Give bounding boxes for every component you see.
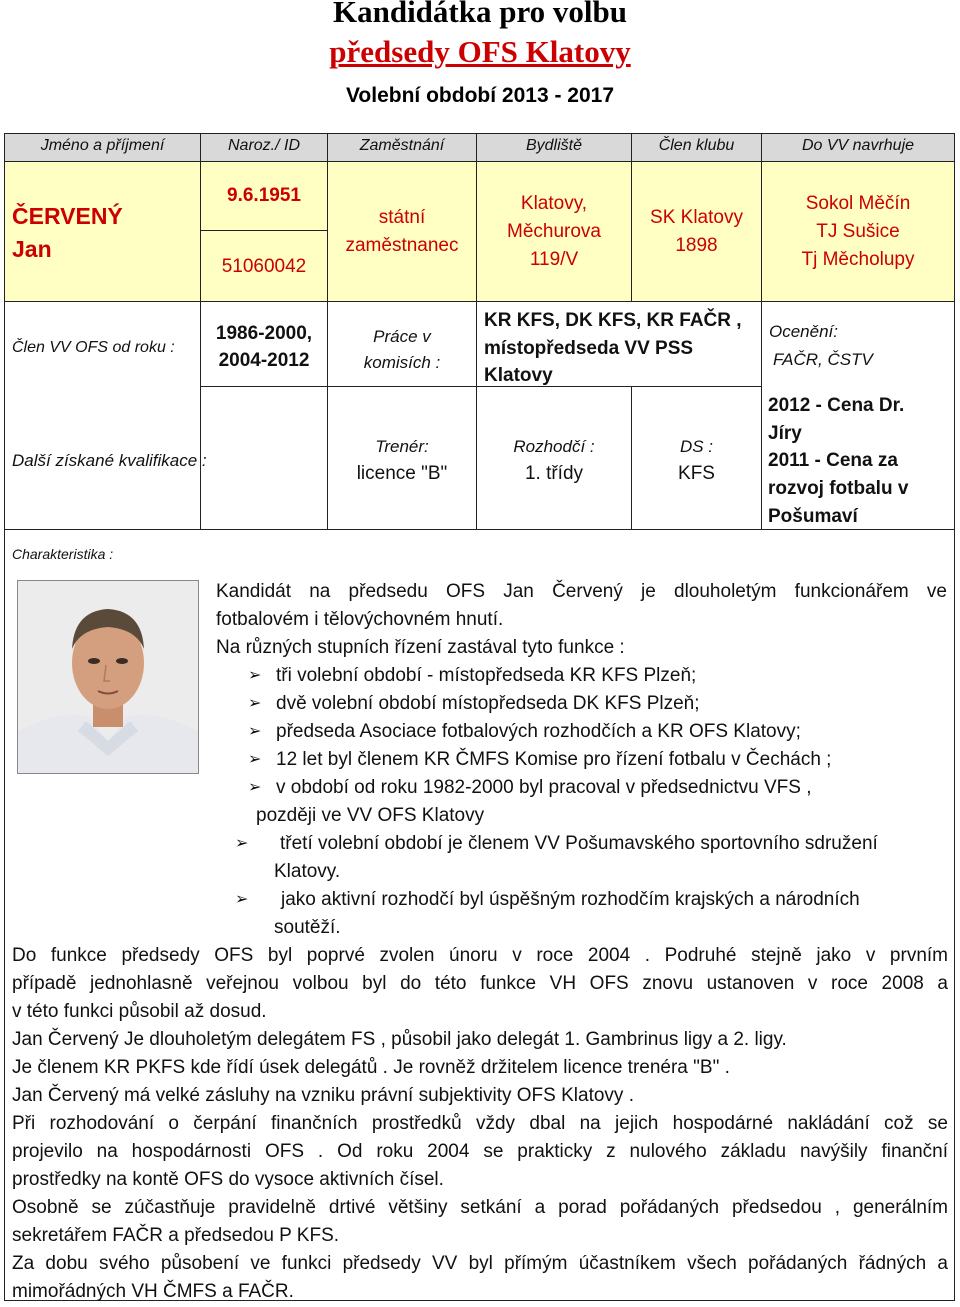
functions-continuation: později ve VV OFS Klatovy xyxy=(256,805,485,826)
arrow-bullet-icon: ➢ xyxy=(248,779,262,796)
function-text: dvě volební období místopředseda DK KFS Plzeň; xyxy=(276,693,700,714)
club-line: SK Klatovy xyxy=(650,207,743,228)
employment-line: státní xyxy=(378,207,426,228)
function-text: v období od roku 1982-2000 byl pracoval v předsednictvu VFS , xyxy=(276,777,812,798)
member-since-label: Člen VV OFS od roku : xyxy=(12,339,175,356)
col-header-nominated-by: Do VV navrhuje xyxy=(801,137,915,154)
awards-label: Ocenění: xyxy=(769,322,838,341)
function-text-cont: soutěží. xyxy=(274,917,341,938)
list-item xyxy=(248,774,812,802)
paragraph-line: mimořádných VH ČMFS a FAČR. xyxy=(12,1281,294,1302)
candidate-surname: ČERVENÝ xyxy=(12,203,123,229)
col-header-birth-id: Naroz./ ID xyxy=(227,137,300,154)
function-text-cont: Klatovy. xyxy=(274,861,341,882)
arrow-bullet-icon: ➢ xyxy=(235,891,249,908)
coach-label: Trenér: xyxy=(375,437,429,456)
club-line: 1898 xyxy=(675,235,718,256)
award-line: Jíry xyxy=(768,423,802,444)
list-item xyxy=(248,662,696,690)
residence-line: Klatovy, xyxy=(520,193,588,214)
function-text: třetí volební období je členem VV Pošumavského sportovního sdružení xyxy=(280,833,878,854)
paragraph-line: Jan Červený má velké zásluhy na vzniku právní subjektivity OFS Klatovy . xyxy=(12,1085,634,1106)
candidate-portrait xyxy=(17,580,199,774)
awards-organization: FAČR, ČSTV xyxy=(773,350,873,369)
referee-value: 1. třídy xyxy=(524,463,584,484)
divider xyxy=(200,386,761,387)
paragraph-line: Při rozhodování o čerpání finančních prostředků vždy dbal na jejich hospodárné nakládání což se xyxy=(12,1113,948,1134)
award-line: rozvoj fotbalu v xyxy=(768,478,909,499)
list-item xyxy=(248,690,700,718)
ds-label: DS : xyxy=(679,437,714,456)
intro-line: Kandidát na předsedu OFS Jan Červený je dlouholetým funkcionářem ve xyxy=(216,581,947,602)
col-header-residence: Bydliště xyxy=(525,137,583,154)
arrow-bullet-icon: ➢ xyxy=(235,835,249,852)
paragraph-line: Jan Červený Je dlouholetým delegátem FS , působil jako delegát 1. Gambrinus ligy a 2. ligy. xyxy=(12,1029,787,1050)
qualifications-label: Další získané kvalifikace : xyxy=(12,451,207,470)
nominator-line: Sokol Měčín xyxy=(805,193,911,214)
paragraph-line: Osobně se zúčastňuje pravidelně drtivé většiny setkání a porad pořádaných předsedou , generálním xyxy=(12,1197,948,1218)
list-item xyxy=(248,718,801,746)
paragraph-line: případě jednohlasně veřejnou volbou byl do této funkce VH OFS znovu ustanoven v roce 2008 a xyxy=(12,973,948,994)
function-text: 12 let byl členem KR ČMFS Komise pro řízení fotbalu v Čechách ; xyxy=(276,749,832,770)
list-item xyxy=(235,830,878,858)
committees-line: místopředseda VV PSS xyxy=(484,338,694,359)
arrow-bullet-icon: ➢ xyxy=(248,751,262,768)
paragraph-line: Je členem KR PKFS kde řídí úsek delegátů . Je rovněž držitelem licence trenéra "B" . xyxy=(12,1057,730,1078)
paragraph-line: v této funkci působil až dosud. xyxy=(12,1001,267,1022)
list-item xyxy=(248,746,831,774)
employment-line: zaměstnanec xyxy=(345,235,459,256)
award-line: 2012 - Cena Dr. xyxy=(768,395,905,416)
title-line-2: předsedy OFS Klatovy xyxy=(329,34,631,69)
paragraph-line: Do funkce předsedy OFS byl poprvé zvolen únoru v roce 2004 . Podruhé stejně jako v prvním xyxy=(12,945,948,966)
divider xyxy=(4,161,955,162)
member-years-line: 2004-2012 xyxy=(218,350,310,371)
referee-label: Rozhodčí : xyxy=(513,437,595,456)
function-text: jako aktivní rozhodčí byl úspěšným rozhodčím krajských a národních xyxy=(281,889,860,910)
intro-line: fotbalovém i tělovýchovném hnutí. xyxy=(216,609,504,630)
paragraph-line: prostředky na kontě OFS do vysoce aktivních čísel. xyxy=(12,1169,444,1190)
residence-line: 119/V xyxy=(529,249,579,270)
residence-line: Měchurova xyxy=(507,221,601,242)
nominator-line: Tj Měcholupy xyxy=(801,249,915,270)
arrow-bullet-icon: ➢ xyxy=(248,667,262,684)
birth-date: 9.6.1951 xyxy=(227,185,301,206)
paragraph-line: projevilo na hospodárnosti OFS . Od roku 2004 se prakticky z nulového základu navýšily finanční xyxy=(12,1141,948,1162)
election-period: Volební období 2013 - 2017 xyxy=(345,84,615,107)
committees-label-line: komisích : xyxy=(363,353,441,372)
paragraph-line: Za dobu svého působení ve funkci předsedy VV byl přímým účastníkem všech pořádaných řádných a xyxy=(12,1253,948,1274)
personal-id: 51060042 xyxy=(221,256,307,277)
committees-label-line: Práce v xyxy=(373,327,431,346)
col-header-employment: Zaměstnání xyxy=(359,137,445,154)
col-header-club: Člen klubu xyxy=(658,137,735,154)
function-text: tři volební období - místopředseda KR KFS Plzeň; xyxy=(276,665,697,686)
list-item xyxy=(235,886,860,914)
portrait-photo-svg xyxy=(18,581,198,773)
member-years-line: 1986-2000, xyxy=(215,323,313,344)
divider xyxy=(200,230,327,231)
award-line: 2011 - Cena za xyxy=(768,450,898,471)
divider xyxy=(631,386,632,529)
coach-value: licence "B" xyxy=(356,463,448,484)
candidate-first-name: Jan xyxy=(12,236,52,262)
functions-list xyxy=(248,662,948,802)
arrow-bullet-icon: ➢ xyxy=(248,723,262,740)
title-line-1: Kandidátka pro volbu xyxy=(332,0,628,29)
function-text: předseda Asociace fotbalových rozhodčích a KR OFS Klatovy; xyxy=(276,721,801,742)
paragraph-line: sekretářem FAČR a předsedou P KFS. xyxy=(12,1225,340,1246)
committees-line: KR KFS, DK KFS, KR FAČR , xyxy=(484,310,742,331)
ds-value: KFS xyxy=(678,463,715,484)
characteristics-label: Charakteristika : xyxy=(12,546,114,562)
committees-line: Klatovy xyxy=(484,365,553,386)
nominator-line: TJ Sušice xyxy=(816,221,900,242)
arrow-bullet-icon: ➢ xyxy=(248,695,262,712)
award-line: Pošumaví xyxy=(768,506,858,527)
divider xyxy=(4,301,955,302)
col-header-name: Jméno a příjmení xyxy=(40,137,165,154)
functions-intro: Na různých stupních řízení zastával tyto funkce : xyxy=(216,637,625,658)
